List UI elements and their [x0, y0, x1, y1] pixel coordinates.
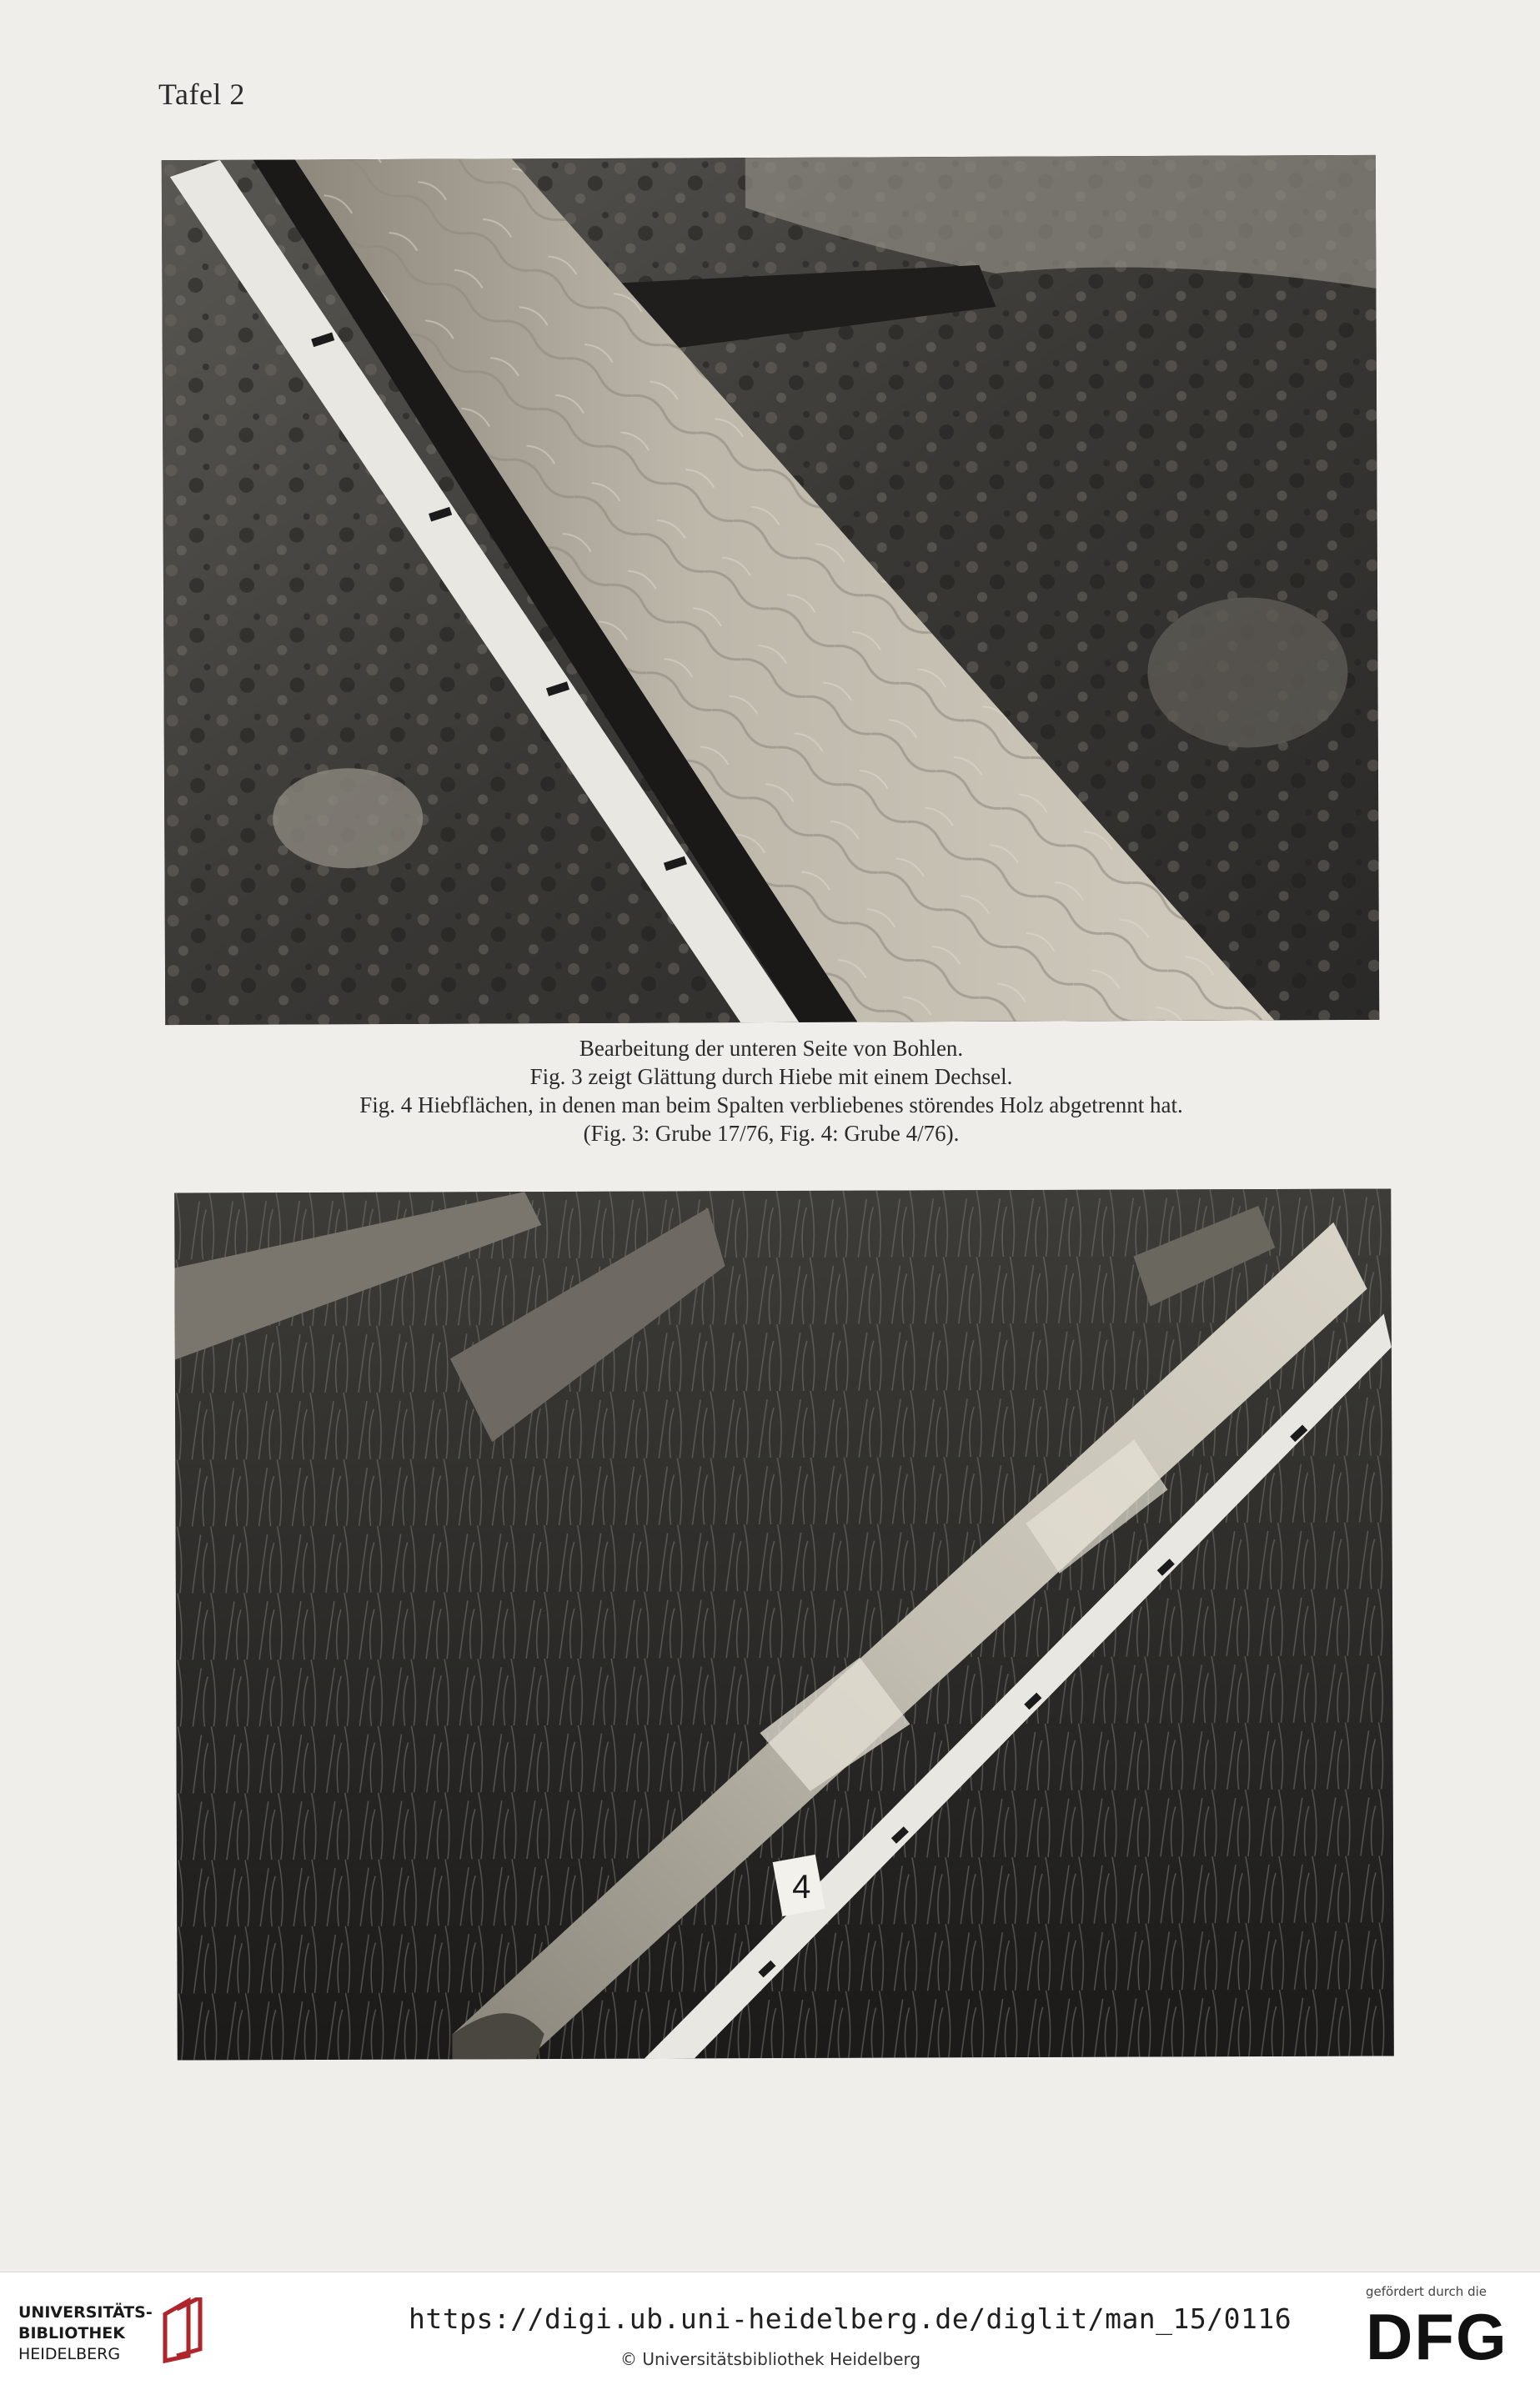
library-logo[interactable]: [18, 2294, 218, 2369]
figure-4-tag: 4: [792, 1868, 811, 1905]
caption-line-4: (Fig. 3: Grube 17/76, Fig. 4: Grube 4/76).: [583, 1121, 960, 1146]
figure-3-photo: [162, 155, 1380, 1025]
figure-4-photo: [174, 1188, 1394, 2060]
caption-line-1: Bearbeitung der unteren Seite von Bohlen.: [579, 1036, 964, 1061]
permalink-url[interactable]: https://digi.ub.uni-heidelberg.de/diglit/man_15/0116: [409, 2302, 1292, 2335]
dfg-logo[interactable]: DFG: [1366, 2300, 1508, 2373]
copyright-notice: © Universitätsbibliothek Heidelberg: [620, 2349, 921, 2369]
plate-label: Tafel 2: [158, 78, 245, 111]
digitization-footer: [0, 2272, 1540, 2385]
caption-line-3: Fig. 4 Hiebflächen, in denen man beim Spalten verbliebenes störendes Holz abgetrennt hat.: [359, 1092, 1183, 1117]
figure-3-image: [162, 155, 1380, 1025]
figure-4-image: [174, 1188, 1394, 2060]
sponsor-text: gefördert durch die: [1366, 2284, 1487, 2299]
library-name-line-1: UNIVERSITÄTS-: [18, 2303, 153, 2322]
caption-line-2: Fig. 3 zeigt Glättung durch Hiebe mit einem Dechsel.: [529, 1064, 1013, 1089]
figure-caption: [217, 1034, 1326, 1147]
library-name-line-3: HEIDELBERG: [18, 2345, 121, 2363]
library-name-line-2: BIBLIOTHEK: [18, 2324, 125, 2342]
library-emblem-icon: [158, 2297, 208, 2364]
